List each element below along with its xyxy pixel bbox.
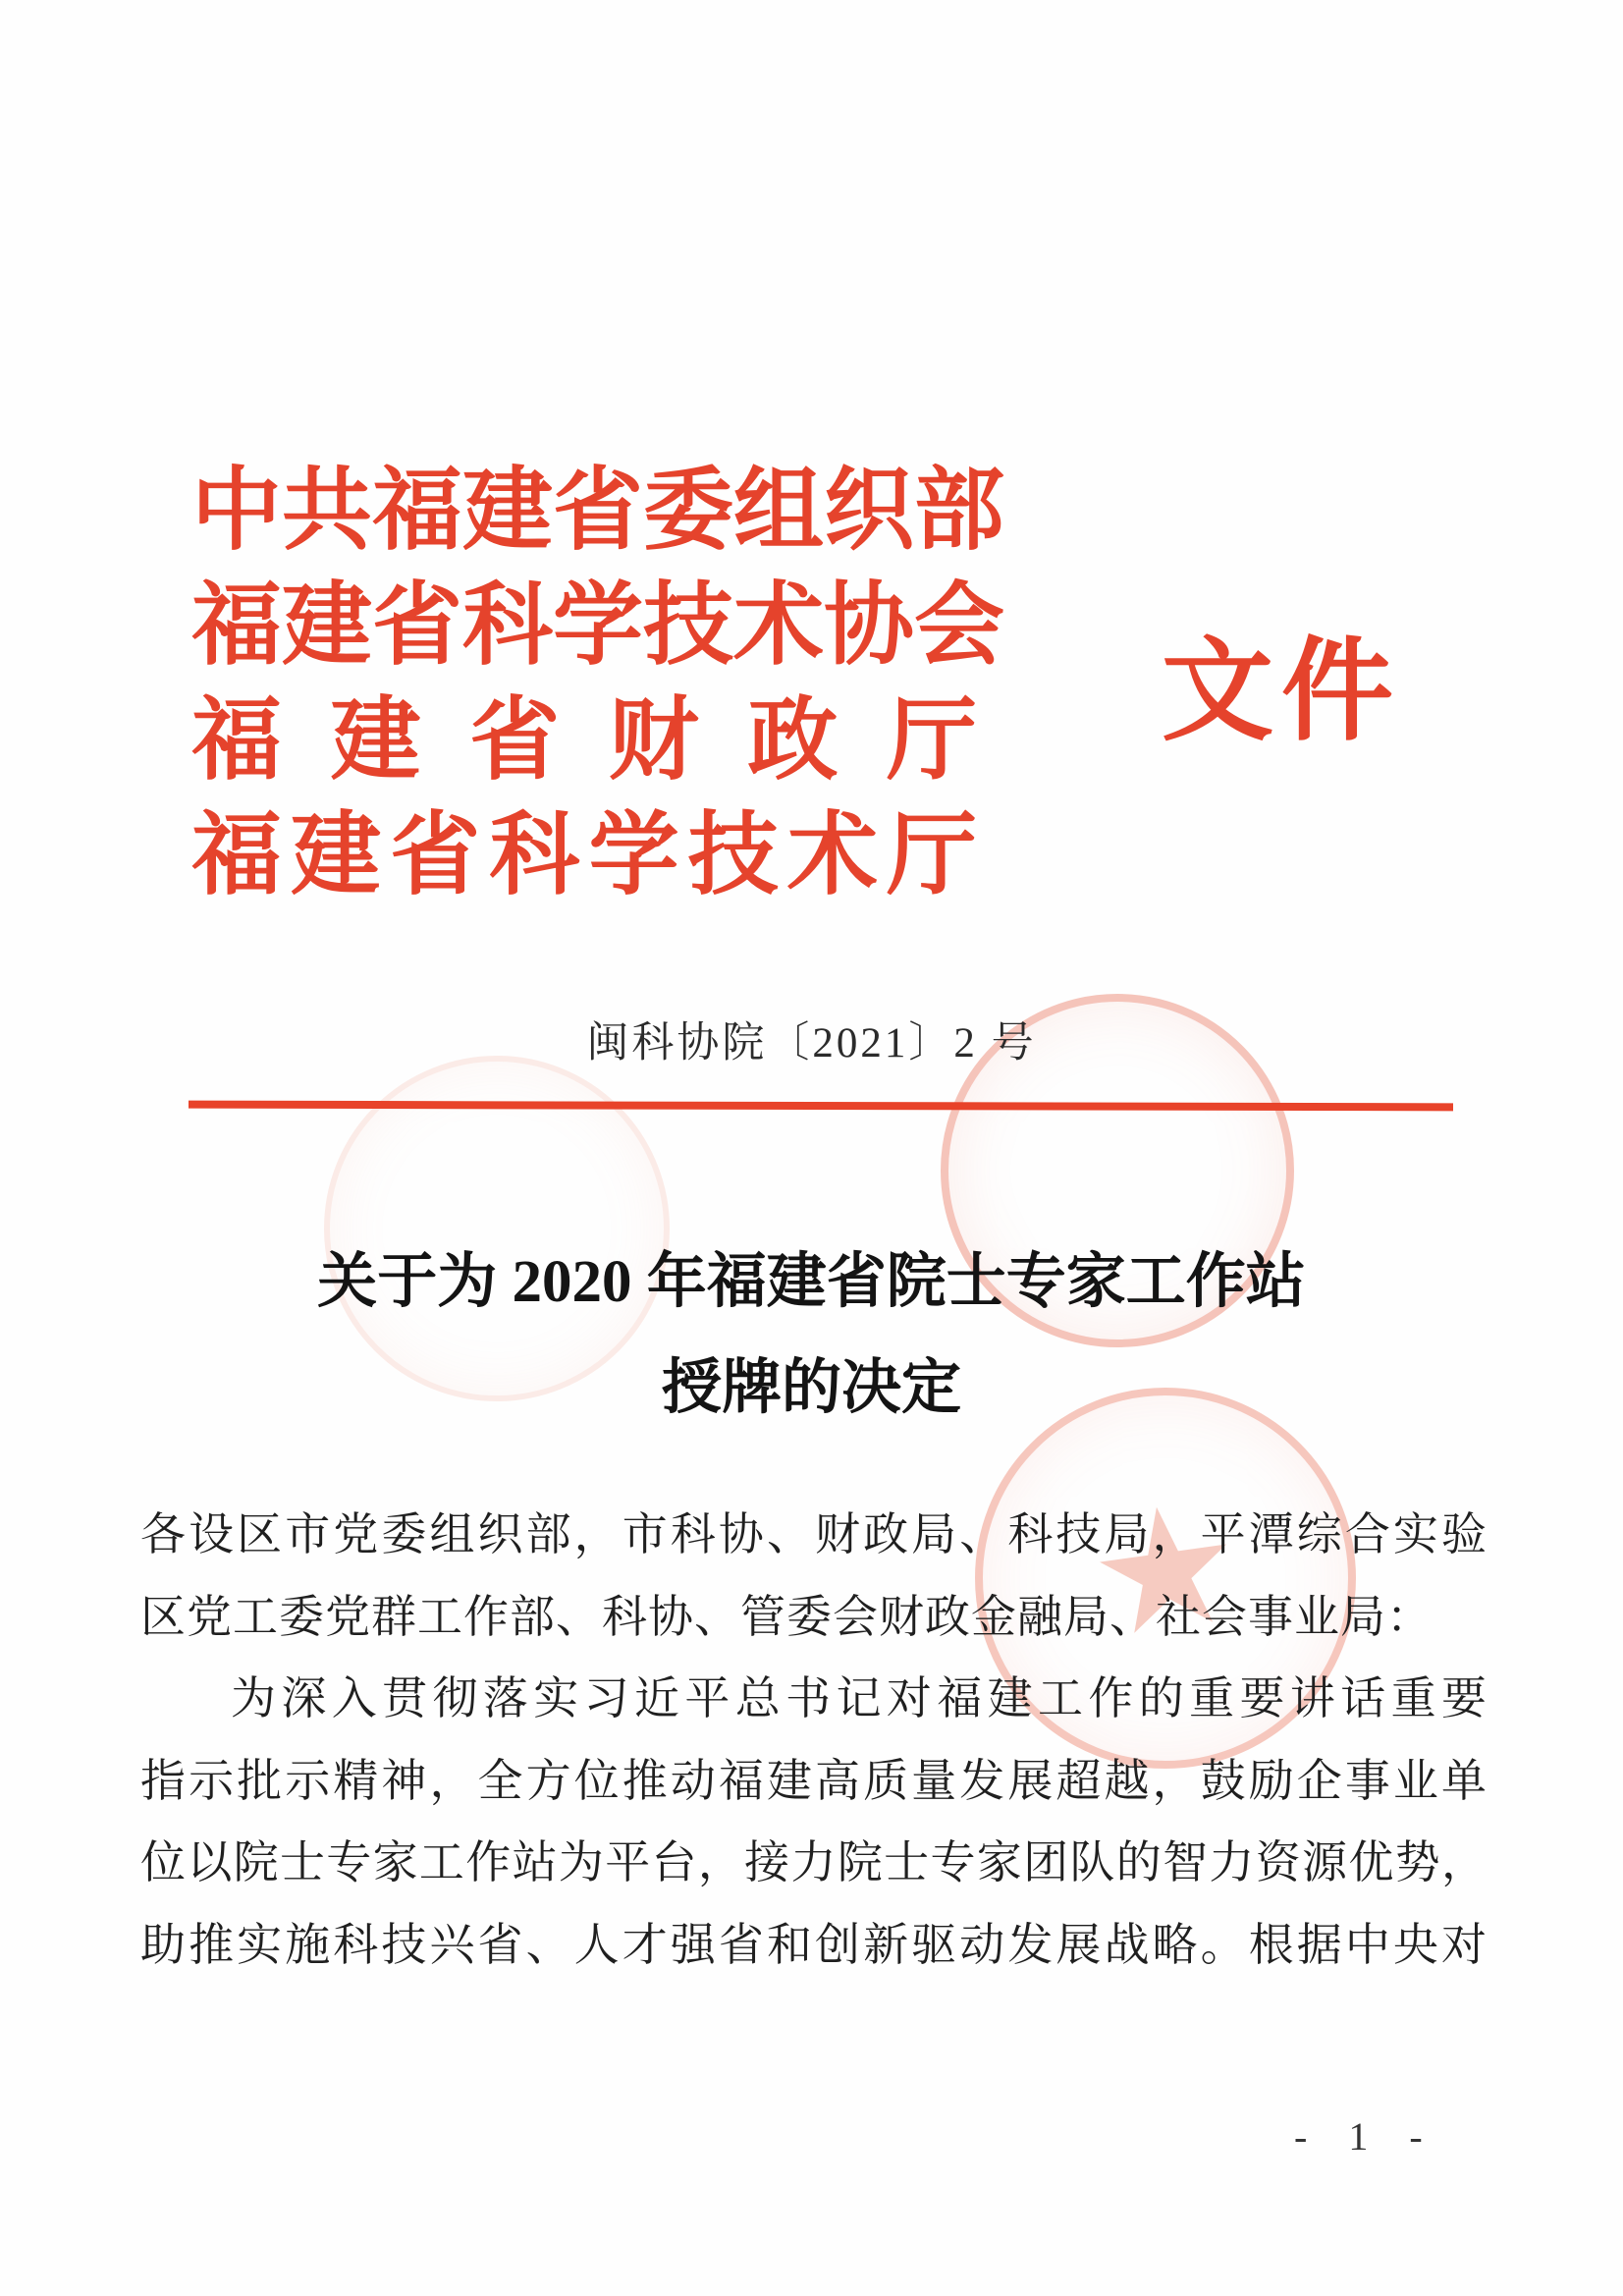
body-line: 位以院士专家工作站为平台，接力院士专家团队的智力资源优势， xyxy=(140,1837,1488,1887)
issuer-line-3: 福建省财政厅 xyxy=(191,690,977,791)
letterhead-issuer-block xyxy=(191,454,1005,913)
body-line: 区党工委党群工作部、科协、管委会财政金融局、社会事业局： xyxy=(140,1591,1433,1642)
letterhead-red-rule xyxy=(189,1101,1453,1112)
page-number: - 1 - xyxy=(1294,2114,1438,2159)
document-number: 闽科协院〔2021〕2 号 xyxy=(586,1020,1037,1066)
seal-star-icon: ★ xyxy=(1077,1463,1254,1677)
document-title-line-2: 授牌的决定 xyxy=(661,1355,961,1421)
body-line: 助推实施科技兴省、人才强省和创新驱动发展战略。根据中央对 xyxy=(140,1919,1488,1970)
document-type-label: 文件 xyxy=(1162,629,1402,754)
issuer-line-4: 福建省科学技术厅 xyxy=(191,805,977,905)
body-line: 指示批示精神，全方位推动福建高质量发展超越，鼓励企事业单 xyxy=(140,1755,1488,1806)
body-line: 各设区市党委组织部，市科协、财政局、科技局，平潭综合实验 xyxy=(140,1509,1488,1559)
document-title xyxy=(0,1230,1623,1442)
document-title-line-1: 关于为 2020 年福建省院士专家工作站 xyxy=(317,1249,1306,1315)
issuer-line-1: 中共福建省委组织部 xyxy=(191,461,1005,561)
body-line: 为深入贯彻落实习近平总书记对福建工作的重要讲话重要 xyxy=(231,1673,1488,1723)
document-body xyxy=(140,1494,1488,1986)
issuer-line-2: 福建省科学技术协会 xyxy=(191,575,1005,676)
